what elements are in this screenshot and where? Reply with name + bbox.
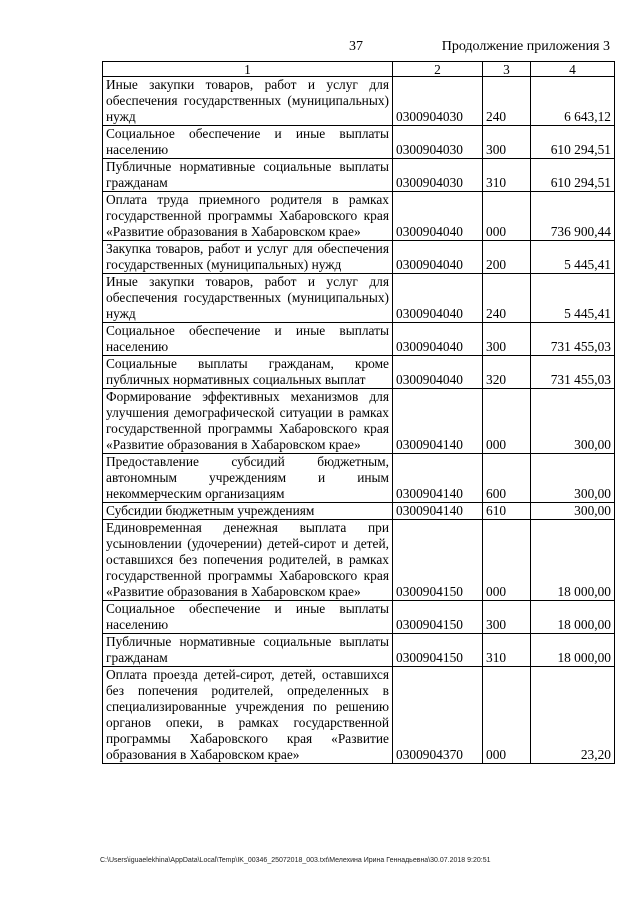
row-name-cell: Закупка товаров, работ и услуг для обеспечения государственных (муниципальных) нужд bbox=[103, 241, 393, 274]
row-amount-cell: 736 900,44 bbox=[531, 192, 615, 241]
row-code-cell: 0300904030 bbox=[393, 126, 483, 159]
row-amount-cell: 5 445,41 bbox=[531, 274, 615, 323]
table-row bbox=[103, 192, 615, 241]
column-header-1: 1 bbox=[103, 62, 393, 77]
row-name-cell: Социальное обеспечение и иные выплаты населению bbox=[103, 601, 393, 634]
row-type-cell: 310 bbox=[483, 159, 531, 192]
table-row bbox=[103, 77, 615, 126]
row-amount-cell: 18 000,00 bbox=[531, 601, 615, 634]
row-code-cell: 0300904150 bbox=[393, 634, 483, 667]
row-amount-cell: 731 455,03 bbox=[531, 323, 615, 356]
row-code-cell: 0300904140 bbox=[393, 454, 483, 503]
row-type-cell: 000 bbox=[483, 389, 531, 454]
row-amount-cell: 300,00 bbox=[531, 503, 615, 520]
table-row bbox=[103, 520, 615, 601]
table-row bbox=[103, 241, 615, 274]
row-type-cell: 320 bbox=[483, 356, 531, 389]
row-code-cell: 0300904150 bbox=[393, 601, 483, 634]
row-name-cell: Иные закупки товаров, работ и услуг для обеспечения государственных (муниципальных) нужд bbox=[103, 77, 393, 126]
budget-table bbox=[102, 61, 615, 764]
row-type-cell: 300 bbox=[483, 126, 531, 159]
page-number: 37 bbox=[349, 39, 363, 54]
row-code-cell: 0300904030 bbox=[393, 77, 483, 126]
table-row bbox=[103, 667, 615, 764]
row-amount-cell: 610 294,51 bbox=[531, 126, 615, 159]
row-name-cell: Формирование эффективных механизмов для улучшения демографической ситуации в рамках государственной программы Хабаровского края «Развитие образования в Хабаровском крае» bbox=[103, 389, 393, 454]
row-code-cell: 0300904140 bbox=[393, 389, 483, 454]
row-amount-cell: 300,00 bbox=[531, 454, 615, 503]
row-type-cell: 000 bbox=[483, 667, 531, 764]
row-amount-cell: 18 000,00 bbox=[531, 634, 615, 667]
row-amount-cell: 23,20 bbox=[531, 667, 615, 764]
row-name-cell: Иные закупки товаров, работ и услуг для обеспечения государственных (муниципальных) нужд bbox=[103, 274, 393, 323]
row-type-cell: 610 bbox=[483, 503, 531, 520]
row-name-cell: Социальное обеспечение и иные выплаты населению bbox=[103, 126, 393, 159]
table-row bbox=[103, 503, 615, 520]
row-name-cell: Субсидии бюджетным учреждениям bbox=[103, 503, 393, 520]
row-type-cell: 000 bbox=[483, 192, 531, 241]
row-type-cell: 310 bbox=[483, 634, 531, 667]
row-amount-cell: 6 643,12 bbox=[531, 77, 615, 126]
appendix-continuation-label: Продолжение приложения 3 bbox=[441, 39, 610, 54]
file-path-footer: C:\Users\iguaelekhina\AppData\Local\Temp\IK_00346_25072018_003.txt\Мелехина Ирина Геннадьевна\30.07.2018 9:20:51 bbox=[100, 857, 491, 864]
row-amount-cell: 5 445,41 bbox=[531, 241, 615, 274]
budget-table-body bbox=[103, 62, 615, 764]
row-type-cell: 300 bbox=[483, 323, 531, 356]
row-type-cell: 240 bbox=[483, 77, 531, 126]
row-code-cell: 0300904040 bbox=[393, 356, 483, 389]
row-name-cell: Публичные нормативные социальные выплаты гражданам bbox=[103, 159, 393, 192]
row-code-cell: 0300904040 bbox=[393, 323, 483, 356]
row-type-cell: 240 bbox=[483, 274, 531, 323]
table-row bbox=[103, 356, 615, 389]
row-code-cell: 0300904140 bbox=[393, 503, 483, 520]
row-name-cell: Публичные нормативные социальные выплаты гражданам bbox=[103, 634, 393, 667]
row-type-cell: 200 bbox=[483, 241, 531, 274]
row-name-cell: Оплата труда приемного родителя в рамках государственной программы Хабаровского края «Развитие образования в Хабаровском крае» bbox=[103, 192, 393, 241]
row-amount-cell: 300,00 bbox=[531, 389, 615, 454]
row-code-cell: 0300904030 bbox=[393, 159, 483, 192]
row-amount-cell: 610 294,51 bbox=[531, 159, 615, 192]
table-row bbox=[103, 454, 615, 503]
row-name-cell: Единовременная денежная выплата при усыновлении (удочерении) детей-сирот и детей, оставшихся без попечения родителей, в рамках государственной программы Хабаровского края «Развитие образования в Хабаровском крае» bbox=[103, 520, 393, 601]
table-row bbox=[103, 634, 615, 667]
row-type-cell: 000 bbox=[483, 520, 531, 601]
row-code-cell: 0300904040 bbox=[393, 274, 483, 323]
column-header-3: 3 bbox=[483, 62, 531, 77]
row-code-cell: 0300904370 bbox=[393, 667, 483, 764]
table-row bbox=[103, 159, 615, 192]
row-amount-cell: 18 000,00 bbox=[531, 520, 615, 601]
table-row bbox=[103, 389, 615, 454]
table-row bbox=[103, 126, 615, 159]
table-row bbox=[103, 274, 615, 323]
row-code-cell: 0300904150 bbox=[393, 520, 483, 601]
row-amount-cell: 731 455,03 bbox=[531, 356, 615, 389]
table-row bbox=[103, 601, 615, 634]
column-header-2: 2 bbox=[393, 62, 483, 77]
table-row bbox=[103, 323, 615, 356]
column-header-4: 4 bbox=[531, 62, 615, 77]
row-name-cell: Социальные выплаты гражданам, кроме публичных нормативных социальных выплат bbox=[103, 356, 393, 389]
row-type-cell: 300 bbox=[483, 601, 531, 634]
column-number-row bbox=[103, 62, 615, 77]
row-name-cell: Оплата проезда детей-сирот, детей, оставшихся без попечения родителей, определенных в специализированные учреждения по решению органов опеки, в рамках государственной программы Хабаровского края «Развитие образования в Хабаровском крае» bbox=[103, 667, 393, 764]
row-type-cell: 600 bbox=[483, 454, 531, 503]
row-code-cell: 0300904040 bbox=[393, 241, 483, 274]
row-code-cell: 0300904040 bbox=[393, 192, 483, 241]
row-name-cell: Социальное обеспечение и иные выплаты населению bbox=[103, 323, 393, 356]
row-name-cell: Предоставление субсидий бюджетным, автономным учреждениям и иным некоммерческим организациям bbox=[103, 454, 393, 503]
